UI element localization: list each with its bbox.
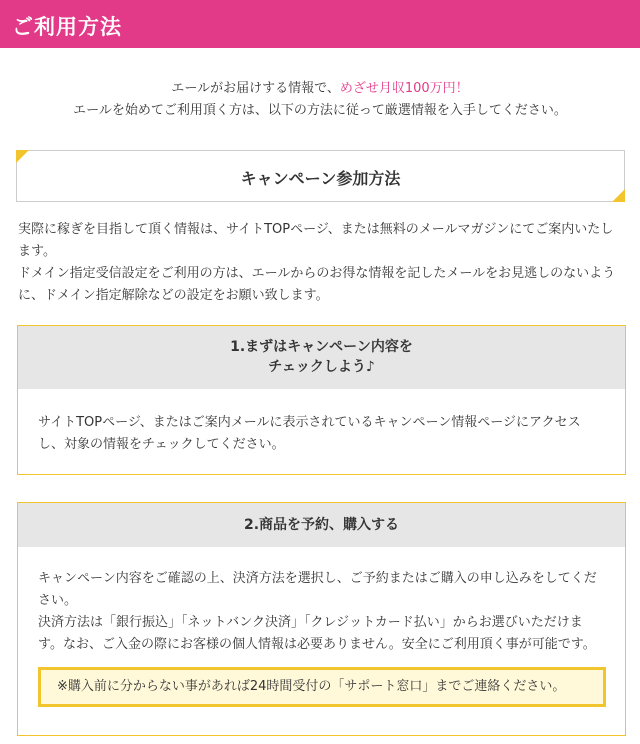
campaign-heading-box: [16, 150, 625, 202]
support-notice: ※購入前に分からない事があれば24時間受付の「サポート窓口」までご連絡ください。: [38, 667, 606, 707]
step-1-body: サイトTOPページ、またはご案内メールに表示されているキャンペーン情報ページにアクセスし、対象の情報をチェックしてください。: [38, 415, 581, 452]
step-2-box: [17, 502, 626, 736]
step-2-header: [18, 503, 625, 547]
intro-text: [0, 78, 640, 122]
step-2-body-line-1: キャンペーン内容をご確認の上、決済方法を選択し、ご予約またはご購入の申し込みをしてください。: [38, 571, 597, 608]
intro-accent-text: めざせ月収100万円！: [339, 81, 469, 96]
intro-line-1: [0, 78, 640, 100]
description-paragraph-1: 実際に稼ぎを目指して頂く情報は、サイトTOPページ、または無料のメールマガジンにてご案内いたします。: [18, 222, 614, 259]
intro-line-1-prefix: エールがお届けする情報で、: [171, 81, 340, 96]
step-1-title-line-2: チェックしよう♪: [268, 359, 375, 375]
intro-line-2: エールを始めてご利用頂く方は、以下の方法に従って厳選情報を入手してください。: [73, 103, 567, 118]
corner-decoration-bottom-right: [612, 189, 625, 202]
step-2-body-line-2: 決済方法は「銀行振込」「ネットバンク決済」「クレジットカード払い」からお選びいただけます。なお、ご入金の際にお客様の個人情報は必要ありません。安全にご利用頂く事が可能です。: [38, 615, 596, 652]
step-2-title: 2.商品を予約、購入する: [243, 517, 400, 533]
page-header: [0, 0, 640, 48]
page-title: ご利用方法: [12, 15, 122, 39]
corner-decoration-top-left: [16, 150, 29, 163]
description-paragraph-2: ドメイン指定受信設定をご利用の方は、エールからのお得な情報を記したメールをお見逃しのないように、ドメイン指定解除などの設定をお願い致します。: [18, 266, 616, 303]
campaign-heading: キャンペーン参加方法: [240, 169, 401, 188]
step-1-header: [18, 326, 625, 389]
description: [18, 219, 624, 307]
step-2-body: [18, 547, 625, 656]
step-1-title-line-1: 1.まずはキャンペーン内容を: [230, 339, 413, 355]
step-1-box: [17, 325, 626, 475]
